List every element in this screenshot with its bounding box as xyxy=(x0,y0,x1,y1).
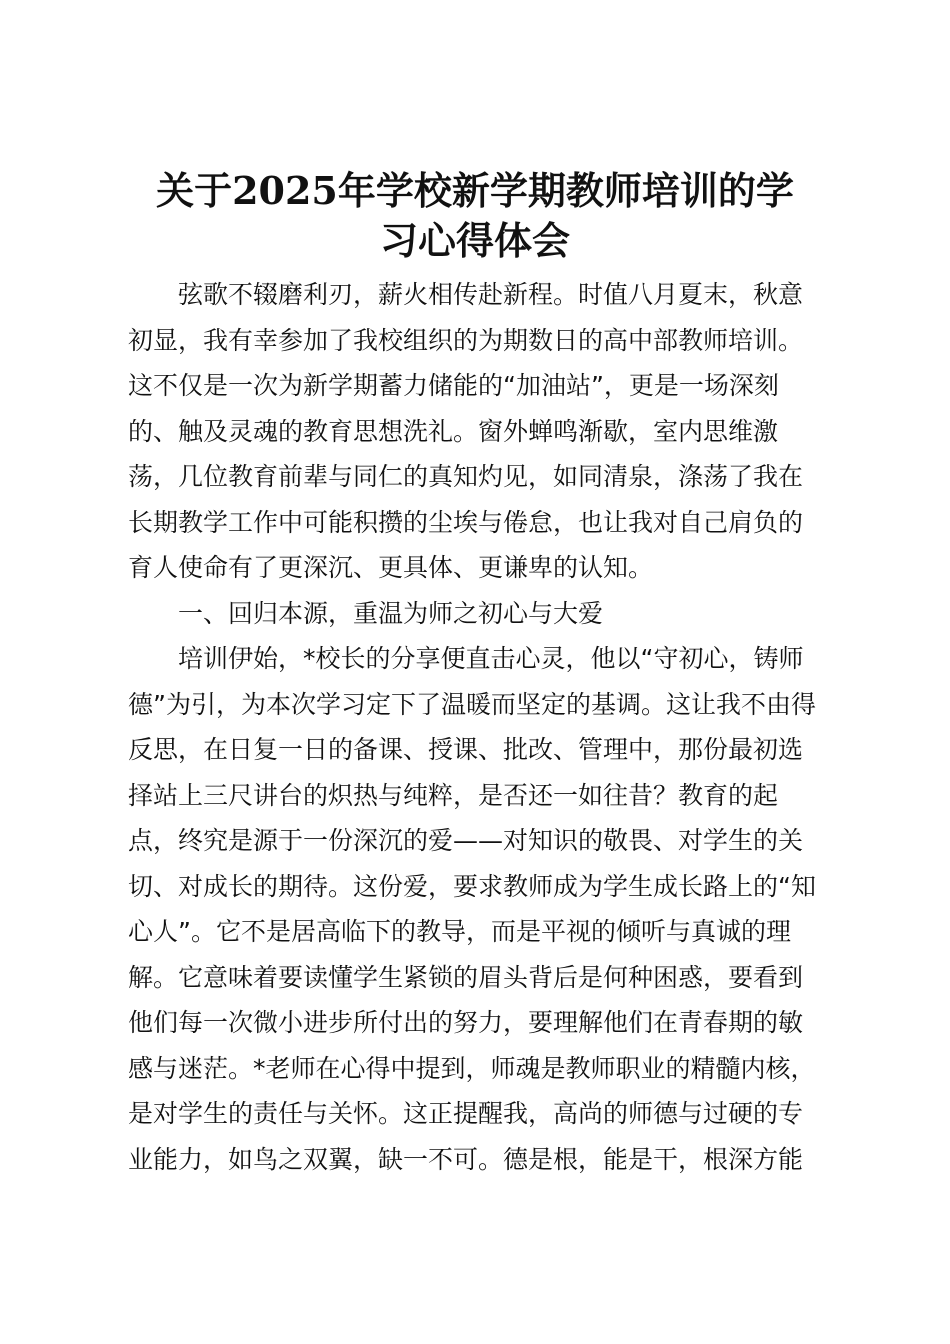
document-title xyxy=(100,166,850,266)
paragraph-line: 是对学生的责任与关怀。这正提醒我，高尚的师德与过硬的专 xyxy=(128,1099,804,1128)
paragraph-line: 荡，几位教育前辈与同仁的真知灼见，如同清泉，涤荡了我在 xyxy=(128,462,804,491)
paragraph-line: 的、触及灵魂的教育思想洗礼。窗外蝉鸣渐歇，室内思维激 xyxy=(128,416,779,446)
title-line: 关于2025年学校新学期教师培训的学 xyxy=(156,168,794,213)
paragraph-line: 他们每一次微小进步所付出的努力，要理解他们在青春期的敏 xyxy=(128,1008,804,1037)
title-line: 习心得体会 xyxy=(379,218,570,263)
paragraph-line: 解。它意味着要读懂学生紧锁的眉头背后是何种困惑，要看到 xyxy=(128,962,804,992)
paragraph-line: 弦歌不辍磨利刃，薪火相传赴新程。时值八月夏末，秋意 xyxy=(178,280,804,309)
paragraph-line: 长期教学工作中可能积攒的尘埃与倦怠，也让我对自己肩负的 xyxy=(128,507,804,537)
paragraph-line: 感与迷茫。*老师在心得中提到，师魂是教师职业的精髓内核， xyxy=(128,1053,816,1083)
paragraph-line: 心人”。它不是居高临下的教导，而是平视的倾听与真诚的理 xyxy=(128,917,791,946)
paragraph-line: 初显，我有幸参加了我校组织的为期数日的高中部教师培训。 xyxy=(128,325,804,355)
paragraph-line: 点，终究是源于一份深沉的爱——对知识的敬畏、对学生的关 xyxy=(128,826,804,855)
section-heading: 一、回归本源，重温为师之初心与大爱 xyxy=(178,598,604,628)
paragraph-line: 切、对成长的期待。这份爱，要求教师成为学生成长路上的“知 xyxy=(128,871,816,901)
paragraph-line: 业能力，如鸟之双翼，缺一不可。德是根，能是干，根深方能 xyxy=(128,1144,804,1174)
paragraph-line: 反思，在日复一日的备课、授课、批改、管理中，那份最初选 xyxy=(128,735,804,764)
paragraph-line: 德”为引，为本次学习定下了温暖而坚定的基调。这让我不由得 xyxy=(128,689,816,719)
paragraph-line: 育人使命有了更深沉、更具体、更谦卑的认知。 xyxy=(128,553,654,582)
paragraph-line: 培训伊始，*校长的分享便直击心灵，他以“守初心，铸师 xyxy=(178,644,804,673)
paragraph-line: 这不仅是一次为新学期蓄力储能的“加油站”，更是一场深刻 xyxy=(128,371,779,400)
document-body xyxy=(128,272,836,1182)
paragraph-line: 择站上三尺讲台的炽热与纯粹，是否还一如往昔？教育的起 xyxy=(128,780,779,810)
